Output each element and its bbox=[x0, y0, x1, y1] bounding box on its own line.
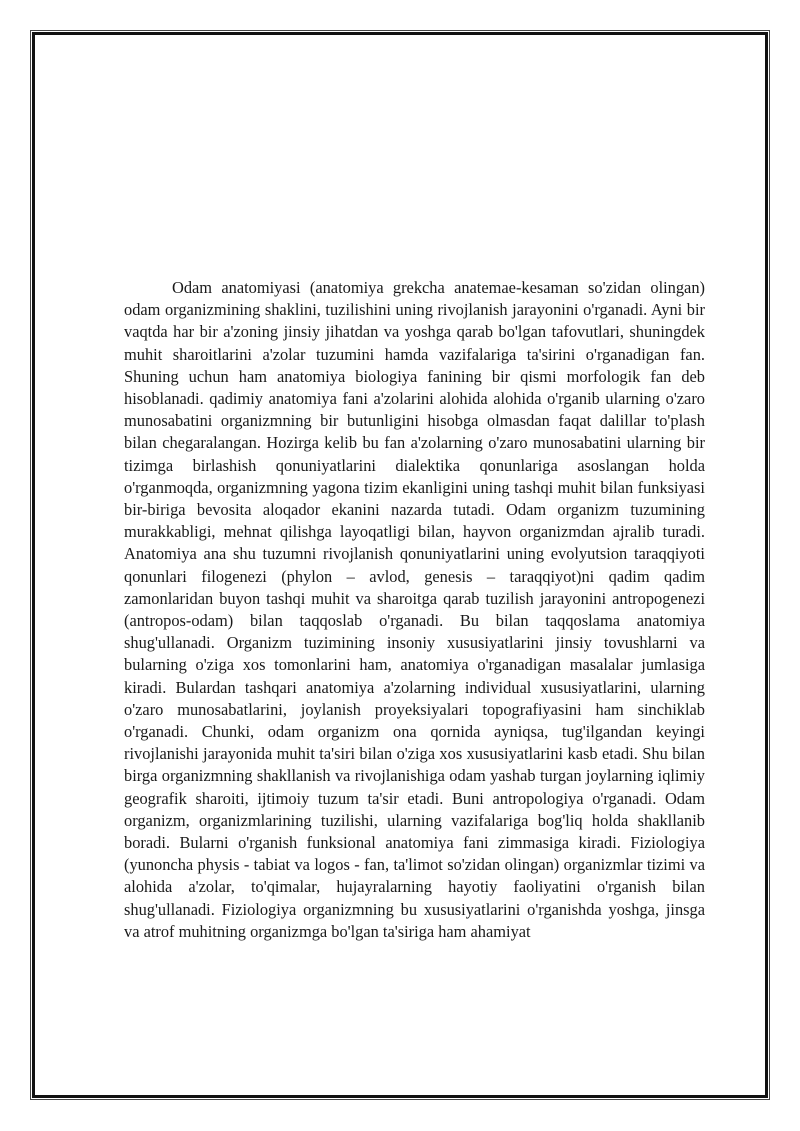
body-paragraph: Odam anatomiyasi (anatomiya grekcha anatemae-kesaman so'zidan olingan) odam organizmining shaklini, tuzilishini uning rivojlanish jarayonini o'rganadi. Ayni bir vaqtda har bir a'zoning jinsiy jihatdan va yoshga qarab bo'lgan tafovutlari, shuningdek muhit sharoitlarini a'zolar tuzumini hamda vazifalariga ta'sirini o'rganadigan fan. Shuning uchun ham anatomiya biologiya fanining bir qismi morfologik fan deb hisoblanadi. qadimiy anatomiya fani a'zolarini alohida alohida o'rganib ularning o'zaro munosabatini organizmning bir butunligini hisobga olmasdan faqat dalillar to'plash bilan chegaralangan. Hozirga kelib bu fan a'zolarning o'zaro munosabatini ularning bir tizimga birlashish qonuniyatlarini dialektika qonunlariga asoslangan holda o'rganmoqda, organizmning yagona tizim ekanligini uning tashqi muhit bilan funksiyasi bir-biriga bevosita aloqador ekanini nazarda tutadi. Odam organizm tuzumining murakkabligi, mehnat qilishga layoqatligi bilan, hayvon organizmdan ajralib turadi. Anatomiya ana shu tuzumni rivojlanish qonuniyatlarini uning evolyutsion taraqqiyoti qonunlari filogenezi (phylon – avlod, genesis – taraqqiyot)ni qadim qadim zamonlaridan buyon tashqi muhit va sharoitga qarab tuzilish jarayonini antropogenezi (antropos-odam) bilan taqqoslab o'rganadi. Bu bilan taqqoslama anatomiya shug'ullanadi. Organizm tuzimining insoniy xususiyatlarini jinsiy tovushlarni va bularning o'ziga xos tomonlarini ham, anatomiya o'rganadigan masalalar jumlasiga kiradi. Bulardan tashqari anatomiya a'zolarning individual xususiyatlarini, ularning o'zaro munosabatlarini, joylanish proyeksiyalari topografiyasini ham sinchiklab o'rganadi. Chunki, odam organizm ona qornida ayniqsa, tug'ilgandan keyingi rivojlanishi jarayonida muhit ta'siri bilan o'ziga xos xususiyatlarini kasb etadi. Shu bilan birga organizmning shakllanish va rivojlanishiga odam yashab turgan joylarning iqlimiy geografik sharoiti, ijtimoiy tuzum ta'sir etadi. Buni antropologiya o'rganadi. Odam organizm, organizmlarining tuzilishi, ularning vazifalariga bog'liq holda shakllanib boradi. Bularni o'rganish funksional anatomiya fani zimmasiga kiradi. Fiziologiya (yunoncha physis - tabiat va logos - fan, ta'limot so'zidan olingan) organizmlar tizimi va alohida a'zolar, to'qimalar, hujayralarning hayotiy faoliyatini o'rganish bilan shug'ullanadi. Fiziologiya organizmning bu xususiyatlarini o'rganishda yoshga, jinsga va atrof muhitning organizmga bo'lgan ta'siriga ham ahamiyat bbox=[124, 278, 705, 941]
